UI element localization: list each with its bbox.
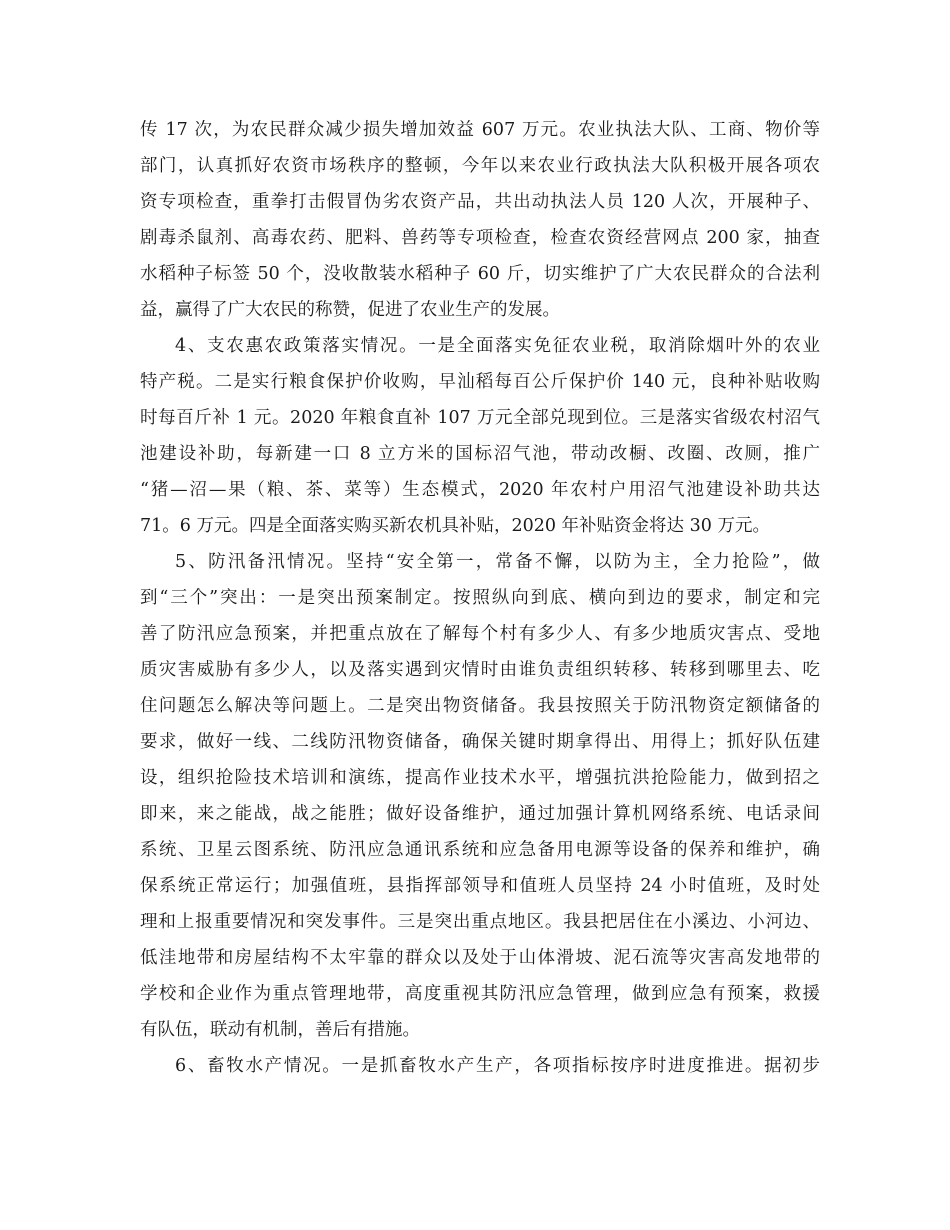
text-line: 理和上报重要情况和突发事件。三是突出重点地区。我县把居住在小溪边、小河边、 [140, 912, 820, 932]
text-line: 低洼地带和房屋结构不太牢靠的群众以及处于山体滑坡、泥石流等灾害高发地带的 [140, 948, 820, 968]
text-line: 即来，来之能战，战之能胜；做好设备维护，通过加强计算机网络系统、电话录间 [140, 804, 820, 824]
text-line: 学校和企业作为重点管理地带，高度重视其防汛应急管理，做到应急有预案，救援 [140, 984, 820, 1004]
text-line: 益，赢得了广大农民的称赞，促进了农业生产的发展。 [140, 300, 560, 320]
text-line: 剧毒杀鼠剂、高毒农药、肥料、兽药等专项检查，检查农资经营网点 200 家，抽查 [140, 228, 820, 248]
text-line: 系统、卫星云图系统、防汛应急通讯系统和应急备用电源等设备的保养和维护，确 [140, 840, 820, 860]
paragraph-3-continued [140, 112, 820, 328]
text-line: 要求，做好一线、二线防汛物资储备，确保关键时期拿得出、用得上；抓好队伍建 [140, 732, 820, 752]
text-line: “猪—沼—果（粮、茶、菜等）生态模式，2020 年农村户用沼气池建设补助共达 [140, 480, 820, 500]
paragraph-5-flood-control [140, 544, 820, 1048]
paragraph-6-livestock-fishery [140, 1048, 820, 1084]
text-line: 资专项检查，重拳打击假冒伪劣农资产品，共出动执法人员 120 人次，开展种子、 [140, 192, 820, 212]
text-line: 水稻种子标签 50 个，没收散装水稻种子 60 斤，切实维护了广大农民群众的合法利 [140, 264, 820, 284]
text-line: 特产税。二是实行粮食保护价收购，早汕稻每百公斤保护价 140 元，良种补贴收购 [140, 372, 820, 392]
text-line: 6、畜牧水产情况。一是抓畜牧水产生产，各项指标按序时进度推进。据初步 [175, 1056, 820, 1076]
text-line: 时每百斤补 1 元。2020 年粮食直补 107 万元全部兑现到位。三是落实省级农村沼气 [140, 408, 820, 428]
text-line: 传 17 次，为农民群众减少损失增加效益 607 万元。农业执法大队、工商、物价等 [140, 120, 820, 140]
text-line: 质灾害威胁有多少人，以及落实遇到灾情时由谁负责组织转移、转移到哪里去、吃 [140, 660, 820, 680]
text-line: 保系统正常运行；加强值班，县指挥部领导和值班人员坚持 24 小时值班，及时处 [140, 876, 820, 896]
text-line: 池建设补助，每新建一口 8 立方米的国标沼气池，带动改橱、改圈、改厕，推广 [140, 444, 820, 464]
text-line: 住问题怎么解决等问题上。二是突出物资储备。我县按照关于防汛物资定额储备的 [140, 696, 820, 716]
text-line: 71。6 万元。四是全面落实购买新农机具补贴，2020 年补贴资金将达 30 万元。 [140, 516, 770, 536]
text-line: 善了防汛应急预案，并把重点放在了解每个村有多少人、有多少地质灾害点、受地 [140, 624, 820, 644]
text-line: 有队伍，联动有机制，善后有措施。 [140, 1020, 420, 1040]
paragraph-4-agri-policy [140, 328, 820, 544]
text-line: 设，组织抢险技术培训和演练，提高作业技术水平，增强抗洪抢险能力，做到招之 [140, 768, 820, 788]
text-line: 5、防汛备汛情况。坚持“安全第一，常备不懈，以防为主，全力抢险”，做 [175, 552, 820, 572]
document-body [140, 112, 820, 1084]
text-line: 到“三个”突出：一是突出预案制定。按照纵向到底、横向到边的要求，制定和完 [140, 588, 820, 608]
text-line: 4、支农惠农政策落实情况。一是全面落实免征农业税，取消除烟叶外的农业 [175, 336, 820, 356]
text-line: 部门，认真抓好农资市场秩序的整顿，今年以来农业行政执法大队积极开展各项农 [140, 156, 820, 176]
